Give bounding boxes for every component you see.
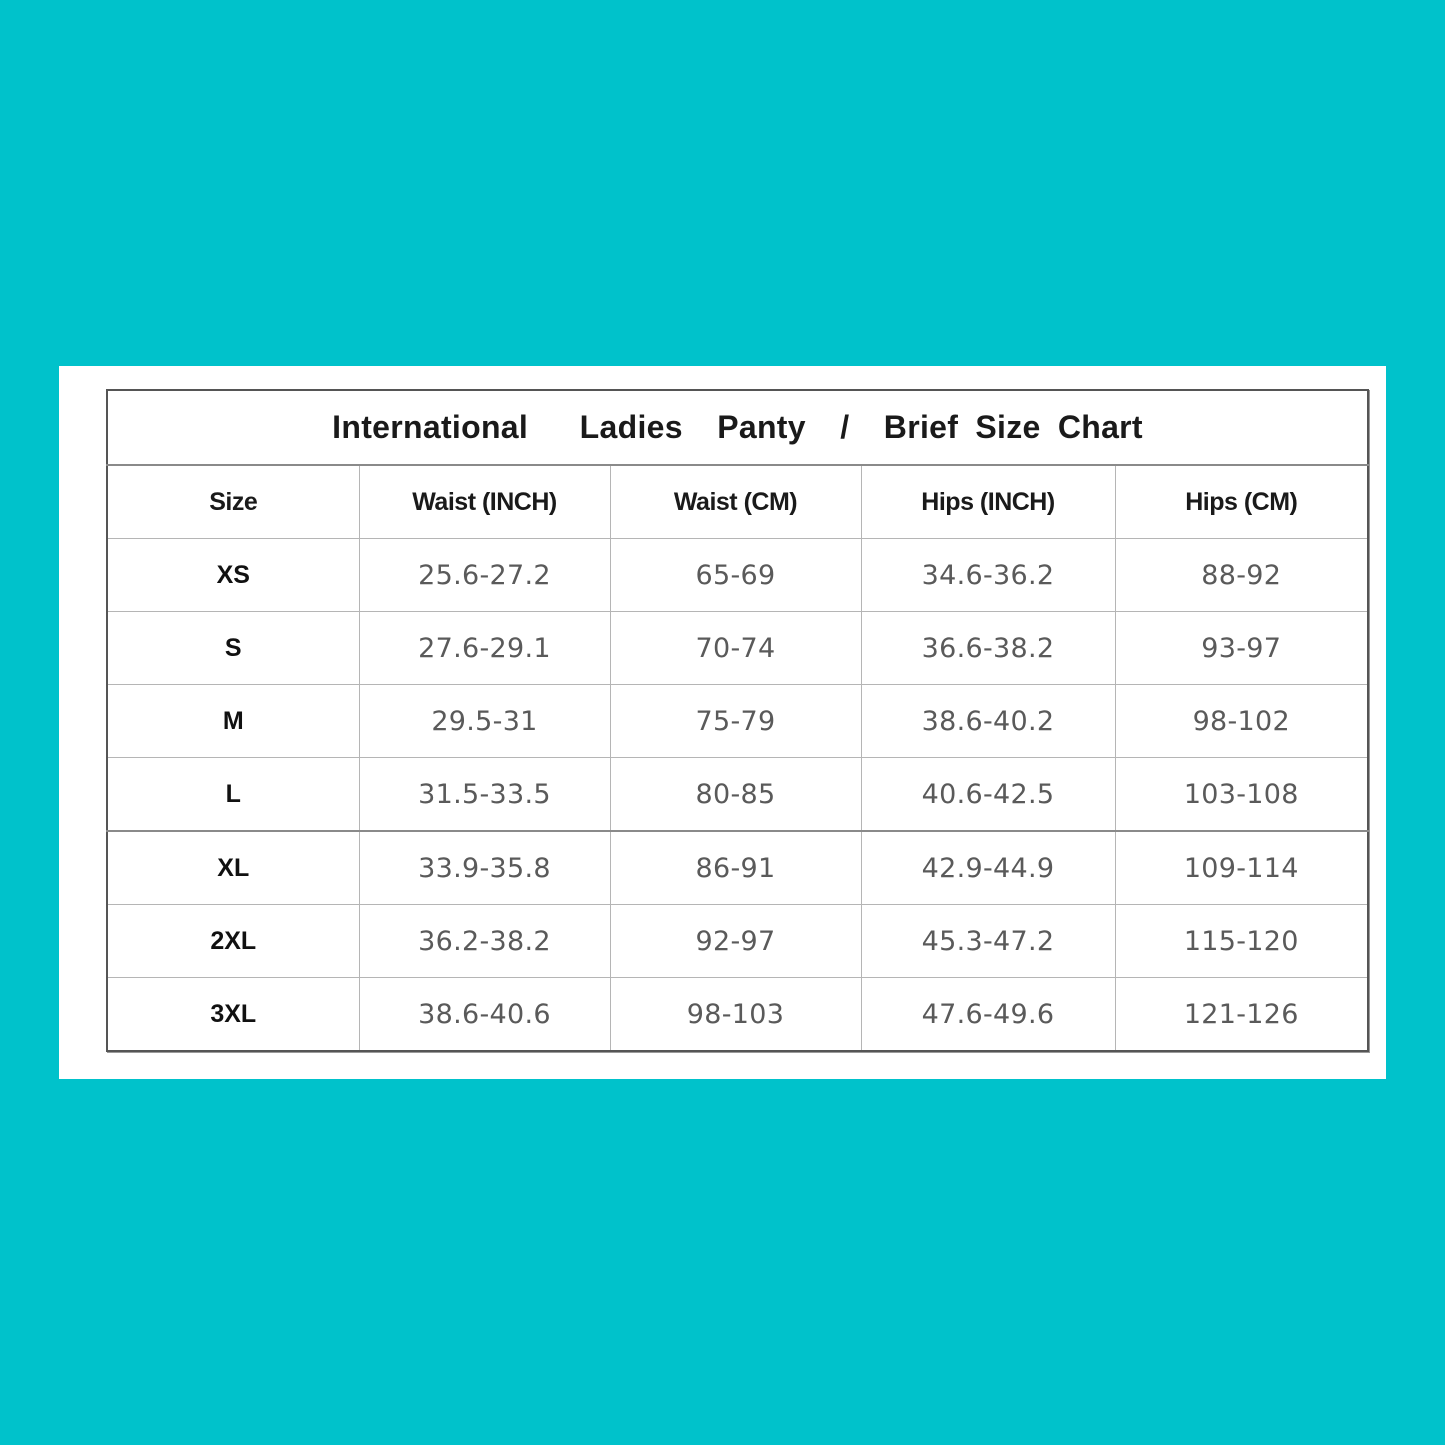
waist-inch-value: 27.6-29.1 xyxy=(359,612,610,685)
waist-inch-value: 33.9-35.8 xyxy=(359,831,610,905)
size-label: XS xyxy=(107,539,359,612)
table-row xyxy=(107,905,1368,978)
header-waist-cm: Waist (CM) xyxy=(610,465,861,539)
hips-inch-value: 34.6-36.2 xyxy=(861,539,1115,612)
waist-inch-value: 31.5-33.5 xyxy=(359,758,610,832)
waist-inch-value: 36.2-38.2 xyxy=(359,905,610,978)
hips-inch-value: 36.6-38.2 xyxy=(861,612,1115,685)
header-hips-cm: Hips (CM) xyxy=(1115,465,1368,539)
hips-inch-value: 38.6-40.2 xyxy=(861,685,1115,758)
hips-inch-value: 45.3-47.2 xyxy=(861,905,1115,978)
table-row xyxy=(107,978,1368,1052)
hips-cm-value: 88-92 xyxy=(1115,539,1368,612)
waist-cm-value: 86-91 xyxy=(610,831,861,905)
size-label: M xyxy=(107,685,359,758)
header-size: Size xyxy=(107,465,359,539)
waist-cm-value: 98-103 xyxy=(610,978,861,1052)
waist-cm-value: 65-69 xyxy=(610,539,861,612)
header-row xyxy=(107,465,1368,539)
header-waist-inch: Waist (INCH) xyxy=(359,465,610,539)
hips-cm-value: 93-97 xyxy=(1115,612,1368,685)
table-row xyxy=(107,539,1368,612)
hips-inch-value: 47.6-49.6 xyxy=(861,978,1115,1052)
hips-inch-value: 42.9-44.9 xyxy=(861,831,1115,905)
hips-cm-value: 109-114 xyxy=(1115,831,1368,905)
table-row xyxy=(107,612,1368,685)
waist-cm-value: 92-97 xyxy=(610,905,861,978)
hips-inch-value: 40.6-42.5 xyxy=(861,758,1115,832)
table-row xyxy=(107,831,1368,905)
title-row xyxy=(107,390,1368,465)
waist-cm-value: 70-74 xyxy=(610,612,861,685)
hips-cm-value: 98-102 xyxy=(1115,685,1368,758)
size-label: 2XL xyxy=(107,905,359,978)
waist-inch-value: 25.6-27.2 xyxy=(359,539,610,612)
size-label: XL xyxy=(107,831,359,905)
table-row xyxy=(107,758,1368,832)
table-row xyxy=(107,685,1368,758)
size-chart-card xyxy=(59,366,1386,1079)
size-label: S xyxy=(107,612,359,685)
chart-title: International Ladies Panty / Brief Size Chart xyxy=(107,390,1368,465)
waist-cm-value: 80-85 xyxy=(610,758,861,832)
size-chart-table xyxy=(106,389,1369,1052)
waist-inch-value: 38.6-40.6 xyxy=(359,978,610,1052)
hips-cm-value: 115-120 xyxy=(1115,905,1368,978)
waist-inch-value: 29.5-31 xyxy=(359,685,610,758)
hips-cm-value: 121-126 xyxy=(1115,978,1368,1052)
waist-cm-value: 75-79 xyxy=(610,685,861,758)
header-hips-inch: Hips (INCH) xyxy=(861,465,1115,539)
hips-cm-value: 103-108 xyxy=(1115,758,1368,832)
size-label: L xyxy=(107,758,359,832)
size-label: 3XL xyxy=(107,978,359,1052)
